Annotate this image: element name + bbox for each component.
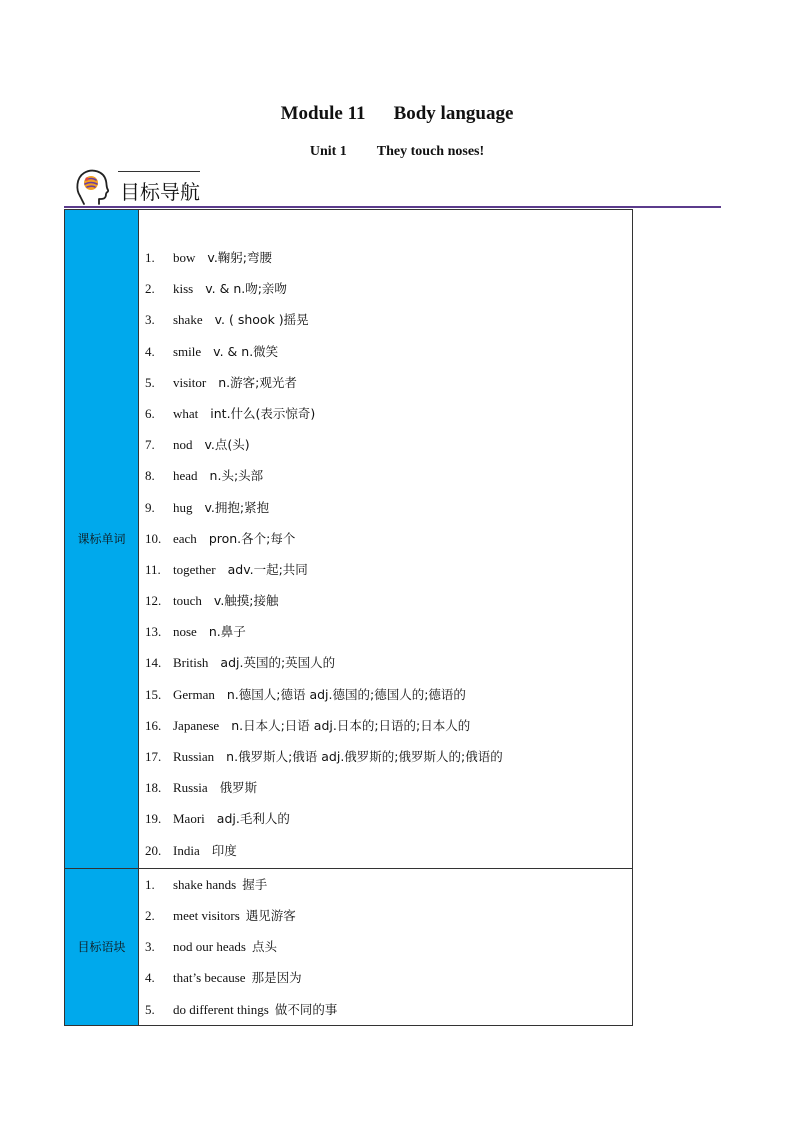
module-topic: Body language — [393, 103, 514, 124]
vocab-item-word: Japanese — [173, 717, 220, 733]
vocab-label: 课标单词 — [65, 210, 139, 869]
vocab-content — [139, 210, 633, 869]
phrase-item-english: meet visitors — [173, 907, 240, 923]
vocab-item-number: 5. — [145, 374, 155, 390]
vocab-item-number: 20. — [145, 842, 162, 858]
vocab-item — [139, 585, 632, 616]
phrase-item-number: 2. — [145, 907, 155, 923]
phrase-item-chinese: 那是因为 — [251, 970, 302, 986]
brain-head-icon — [72, 166, 112, 206]
vocab-item — [139, 367, 632, 398]
vocab-item — [139, 304, 632, 335]
phrase-item-chinese: 做不同的事 — [274, 1001, 338, 1017]
phrase-item-number: 5. — [145, 1001, 155, 1017]
vocab-item — [139, 741, 632, 772]
vocab-item-number: 12. — [145, 593, 162, 609]
vocab-item-word: bow — [173, 250, 196, 265]
vocab-item-word: touch — [173, 593, 202, 609]
unit-number: Unit 1 — [309, 144, 347, 159]
vocab-item-meaning: int.什么(表示惊奇) — [210, 405, 316, 421]
phrase-item-chinese: 点头 — [251, 939, 277, 955]
vocab-item-word: Russia — [173, 780, 208, 796]
vocab-item-meaning: n.德国人;德语 adj.德国的;德国人的;德语的 — [226, 686, 466, 702]
vocab-row — [65, 210, 633, 869]
vocab-item — [139, 492, 632, 523]
phrase-list — [139, 869, 632, 1025]
vocab-item-meaning: adj.毛利人的 — [216, 811, 290, 827]
vocab-item-word: shake — [173, 312, 203, 328]
phrase-item — [139, 869, 632, 900]
vocab-item-number: 18. — [145, 780, 162, 796]
vocab-table — [64, 209, 633, 1026]
vocab-item-meaning: n.日本人;日语 adj.日本的;日语的;日本人的 — [231, 717, 471, 733]
vocab-list — [139, 210, 632, 868]
vocab-item-word: German — [173, 686, 215, 702]
vocab-item-meaning: pron.各个;每个 — [208, 530, 296, 546]
phrase-item-english: that’s because — [173, 970, 246, 986]
vocab-item-word: each — [173, 530, 197, 546]
vocab-item — [139, 772, 632, 803]
vocab-item-number: 11. — [145, 561, 161, 577]
vocab-item-number: 1. — [145, 250, 155, 265]
vocab-item-word: India — [173, 842, 200, 858]
vocab-item-word: nod — [173, 437, 193, 453]
vocab-item — [139, 710, 632, 741]
vocab-item-meaning: v.触摸;接触 — [213, 593, 279, 609]
vocab-item-number: 8. — [145, 468, 155, 484]
phrase-label: 目标语块 — [65, 868, 139, 1025]
phrase-item-chinese: 遇见游客 — [245, 907, 296, 923]
phrase-item — [139, 962, 632, 993]
vocab-item-meaning: n.头;头部 — [209, 468, 264, 484]
phrase-item-english: shake hands — [173, 876, 237, 892]
vocab-item-number: 7. — [145, 437, 155, 453]
vocab-item-word: hug — [173, 499, 193, 515]
section-divider — [64, 206, 721, 208]
module-number: Module 11 — [280, 103, 366, 124]
section-top-line — [118, 171, 200, 172]
phrase-item-number: 4. — [145, 970, 155, 986]
vocab-item-word: what — [173, 405, 199, 421]
vocab-item-word: nose — [173, 624, 197, 640]
module-title — [0, 103, 794, 125]
vocab-item-meaning: v. & n.吻;亲吻 — [205, 281, 287, 297]
vocab-item — [139, 429, 632, 460]
vocab-item-word: kiss — [173, 281, 194, 297]
vocab-item-number: 17. — [145, 749, 162, 764]
vocab-item-meaning: n.游客;观光者 — [218, 374, 297, 390]
phrase-item-english: do different things — [173, 1001, 269, 1017]
vocab-item-number: 6. — [145, 405, 155, 421]
vocab-item — [139, 679, 632, 710]
vocab-item-number: 3. — [145, 312, 155, 328]
vocab-item-word: Russian — [173, 749, 215, 764]
vocab-item — [139, 460, 632, 491]
phrase-item — [139, 994, 632, 1025]
vocab-item — [139, 336, 632, 367]
vocab-item-word: together — [173, 561, 216, 577]
vocab-item-number: 16. — [145, 717, 162, 733]
vocab-item — [139, 803, 632, 834]
vocab-item-meaning: v. & n.微笑 — [213, 343, 279, 359]
vocab-item-number: 13. — [145, 624, 162, 640]
unit-name: They touch noses! — [376, 144, 485, 159]
phrase-row — [65, 868, 633, 1025]
vocab-item-word: visitor — [173, 374, 207, 390]
vocab-item-number: 2. — [145, 281, 155, 297]
vocab-item-meaning: adv.一起;共同 — [227, 561, 308, 577]
vocab-item-meaning: v.鞠躬;弯腰 — [207, 250, 273, 265]
vocab-item — [139, 554, 632, 585]
vocab-item — [139, 398, 632, 429]
unit-title — [0, 144, 794, 160]
vocab-item-number: 10. — [145, 530, 162, 546]
vocab-item — [139, 647, 632, 678]
vocab-item-word: smile — [173, 343, 202, 359]
vocab-item-meaning: v.点(头) — [204, 437, 250, 453]
vocab-item-word: British — [173, 655, 209, 671]
vocab-item-word: head — [173, 468, 198, 484]
vocab-item-meaning: n.鼻子 — [208, 624, 246, 640]
vocab-item-number: 4. — [145, 343, 155, 359]
phrase-item-english: nod our heads — [173, 939, 246, 955]
section-title: 目标导航 — [120, 180, 200, 204]
vocab-item — [139, 242, 632, 273]
vocab-item-number: 14. — [145, 655, 162, 671]
vocab-item-word: Maori — [173, 811, 205, 827]
phrase-item — [139, 931, 632, 962]
phrase-content — [139, 868, 633, 1025]
vocab-item-meaning: adj.英国的;英国人的 — [220, 655, 336, 671]
vocab-item-number: 15. — [145, 686, 162, 702]
phrase-item-chinese: 握手 — [242, 876, 268, 892]
phrase-item — [139, 900, 632, 931]
phrase-item-number: 3. — [145, 939, 155, 955]
vocab-item — [139, 616, 632, 647]
vocab-item-meaning: 印度 — [211, 842, 237, 858]
vocab-item — [139, 835, 632, 866]
vocab-item-meaning: v. ( shook )摇晃 — [214, 312, 309, 328]
vocab-item — [139, 523, 632, 554]
vocab-item-meaning: n.俄罗斯人;俄语 adj.俄罗斯的;俄罗斯人的;俄语的 — [226, 749, 503, 764]
vocab-item-number: 9. — [145, 499, 155, 515]
vocab-item-meaning: v.拥抱;紧抱 — [204, 499, 270, 515]
vocab-item — [139, 273, 632, 304]
phrase-item-number: 1. — [145, 876, 155, 892]
vocab-item-meaning: 俄罗斯 — [219, 780, 258, 796]
vocab-item-number: 19. — [145, 811, 162, 827]
